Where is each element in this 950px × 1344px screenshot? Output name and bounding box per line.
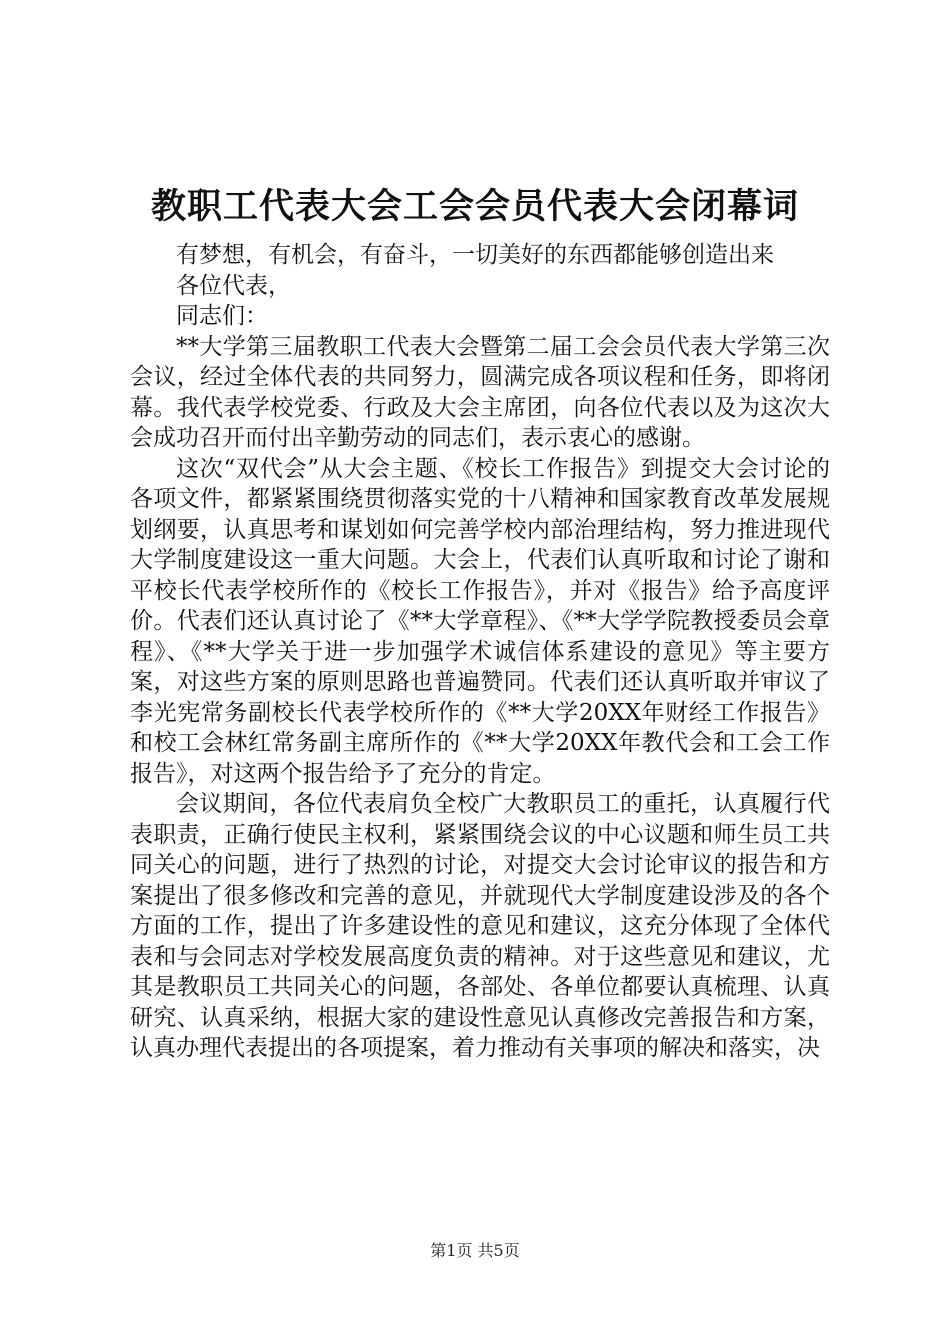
page-number-footer: 第1页 共5页: [430, 1241, 520, 1260]
paragraph-opening: **大学第三届教职工代表大会暨第二届工会会员代表大学第三次会议，经过全体代表的共同努力，圆满完成各项议程和任务，即将闭幕。我代表学校党委、行政及大会主席团，向各位代表以及为这次大会成功召开而付出辛勤劳动的同志们，表示衷心的感谢。: [130, 333, 830, 451]
document-title: 教职工代表大会工会会员代表大会闭幕词: [150, 186, 799, 227]
paragraph-salutation-delegates: 各位代表，: [176, 272, 291, 299]
paragraph-salutation-comrades: 同志们：: [176, 303, 268, 329]
paragraph-meeting-review: 这次“双代会”从大会主题、《校长工作报告》到提交大会讨论的各项文件，都紧紧围绕贯彻落实党的十八精神和国家教育改革发展规划纲要，认真思考和谋划如何完善学校内部治理结构，努力推进现代大学制度建设这一重大问题。大会上，代表们认真听取和讨论了谢和平校长代表学校所作的《校长工作报告》，并对《报告》给予高度评价。代表们还认真讨论了《**大学章程》、《**大学学院教授委员会章程》、《**大学关于进一步加强学术诚信体系建设的意见》等主要方案，对这些方案的原则思路也普遍赞同。代表们还认真听取并审议了李光宪常务副校长代表学校所作的《**大学20XX年财经工作报告》和校工会林红常务副主席所作的《**大学20XX年教代会和工会工作报告》，对这两个报告给予了充分的肯定。: [130, 455, 830, 787]
paragraph-delegates-duties: 会议期间，各位代表肩负全校广大教职员工的重托，认真履行代表职责，正确行使民主权利，紧紧围绕会议的中心议题和师生员工共同关心的问题，进行了热烈的讨论，对提交大会讨论审议的报告和方案提出了很多修改和完善的意见，并就现代大学制度建设涉及的各个方面的工作，提出了许多建设性的意见和建议，这充分体现了全体代表和与会同志对学校发展高度负责的精神。对于这些意见和建议，尤其是教职员工共同关心的问题，各部处、各单位都要认真梳理、认真研究、认真采纳，根据大家的建设性意见认真修改完善报告和方案，认真办理代表提出的各项提案，着力推动有关事项的解决和落实，决: [130, 791, 830, 1061]
document-body: [130, 240, 830, 1064]
paragraph-motto: 有梦想，有机会，有奋斗，一切美好的东西都能够创造出来: [176, 242, 774, 268]
